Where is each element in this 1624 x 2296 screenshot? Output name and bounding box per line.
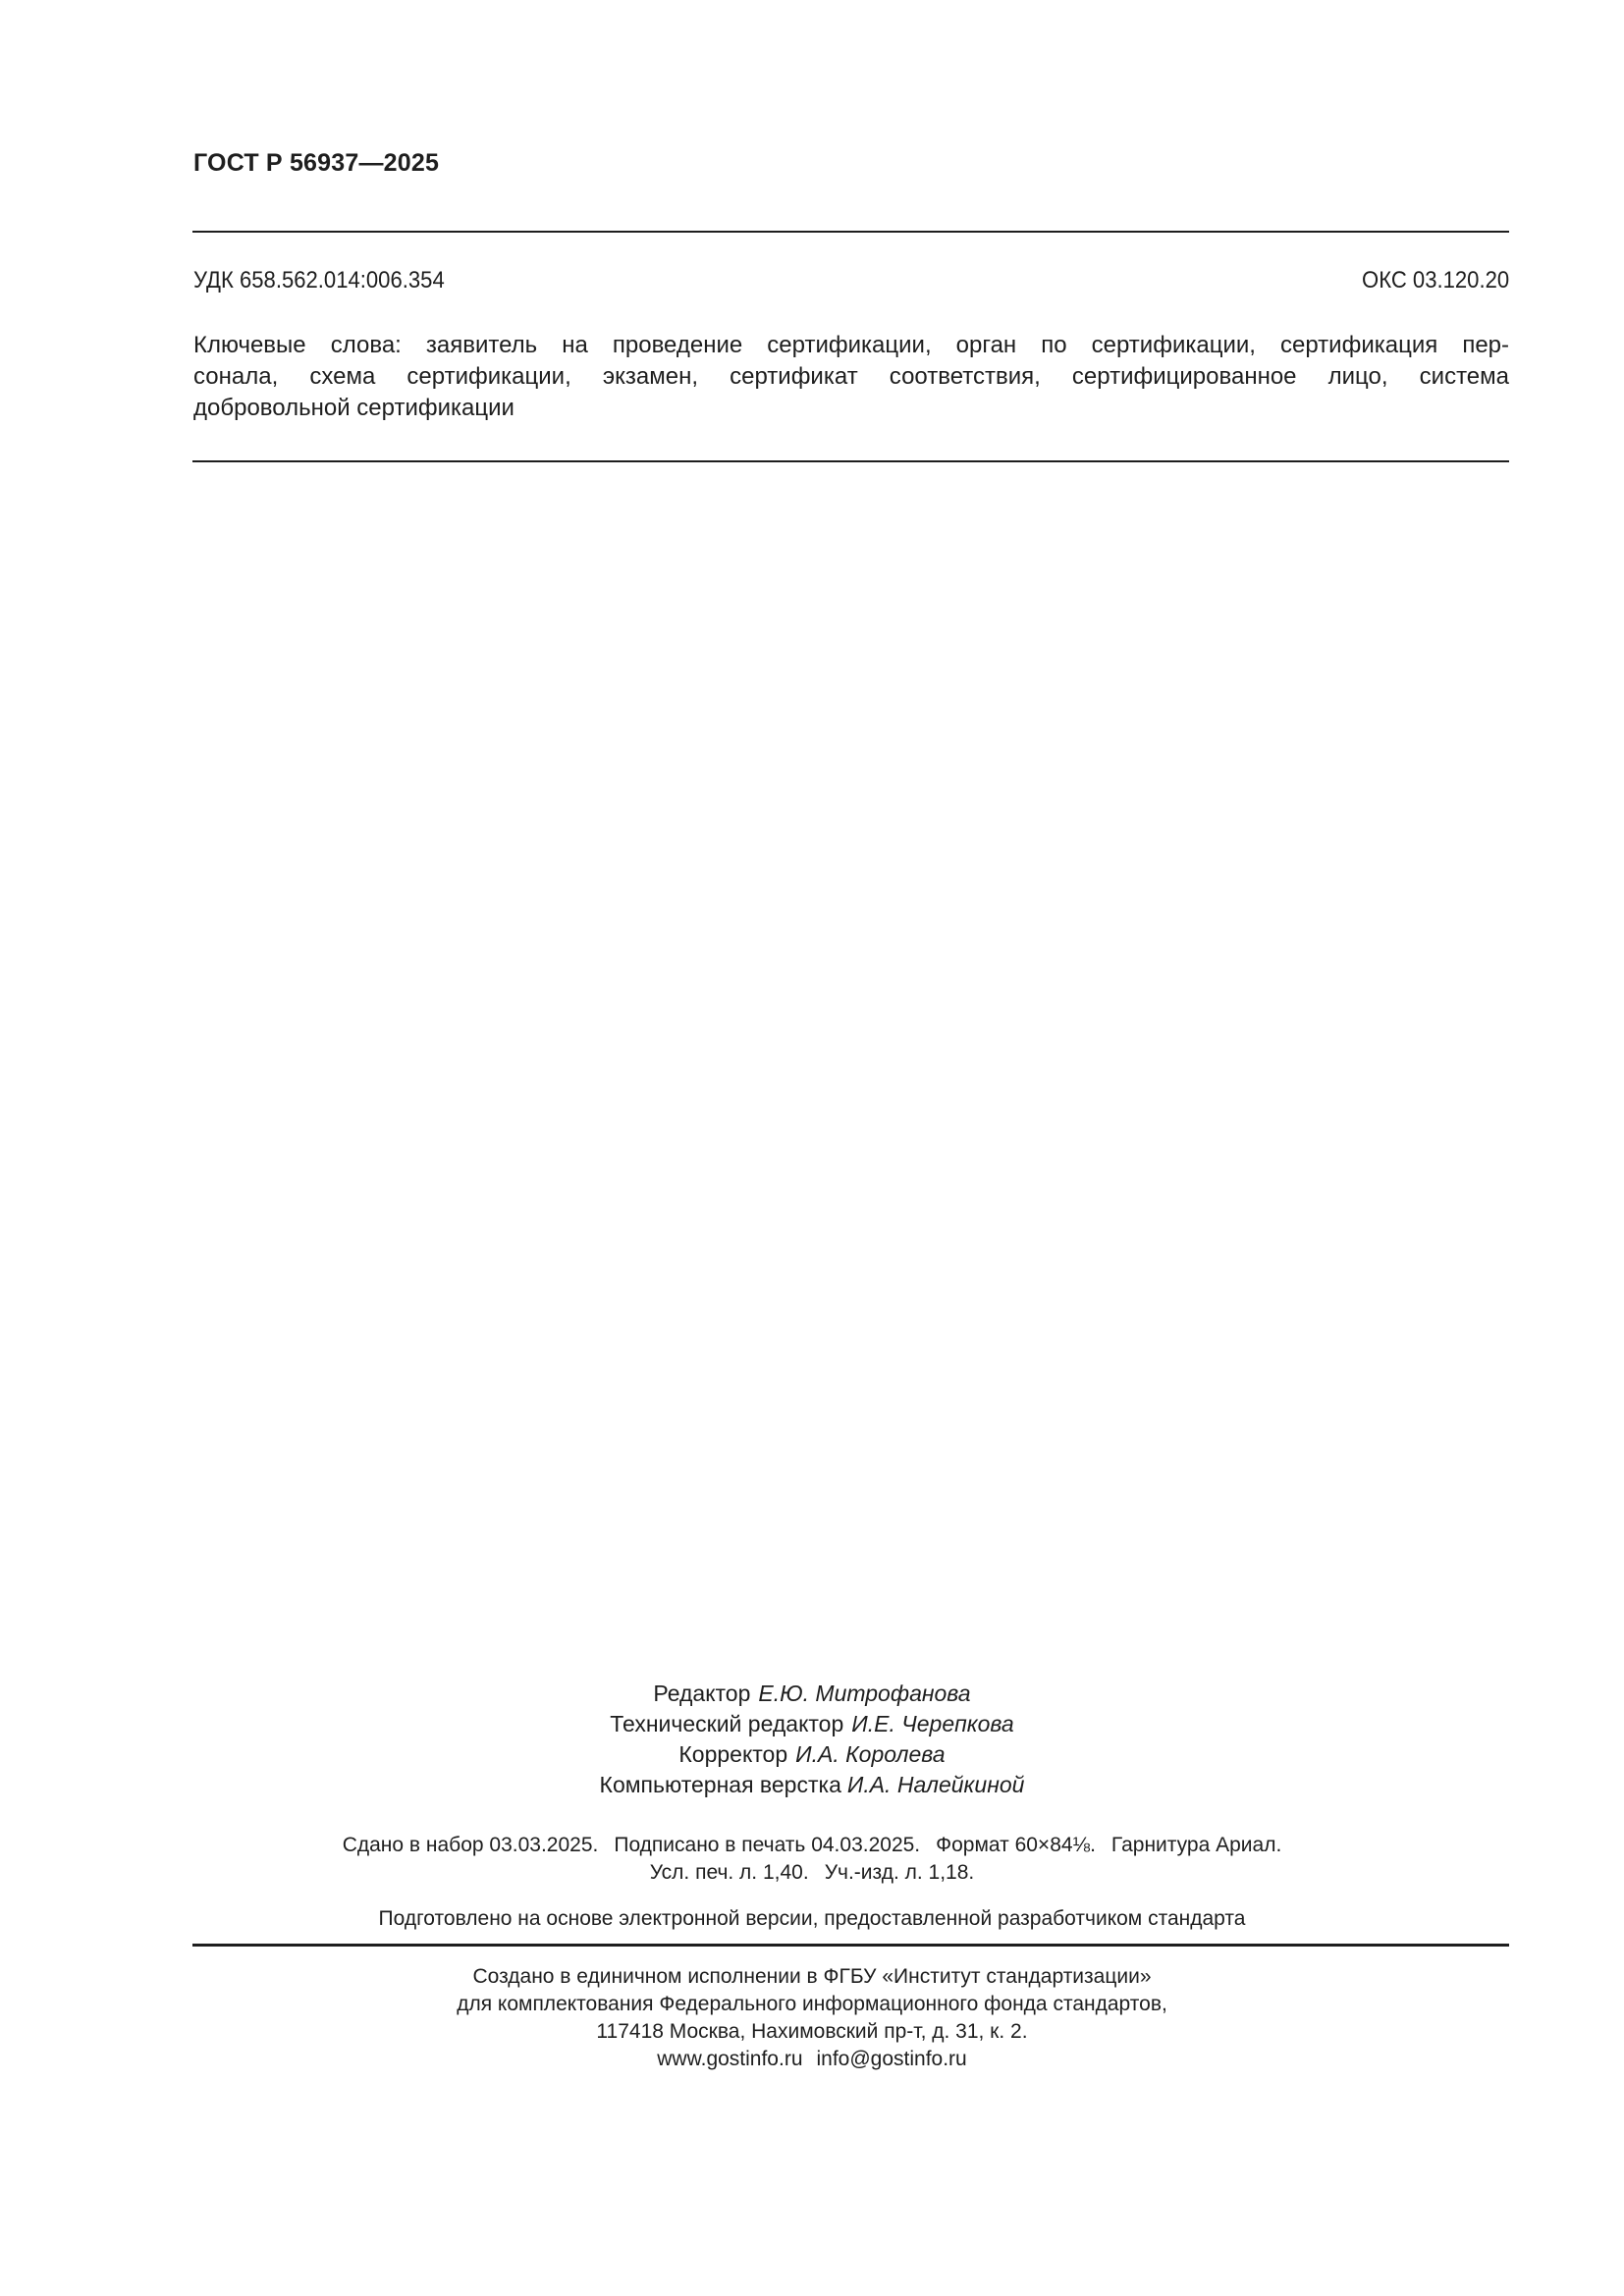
publisher-block [0, 1963, 1624, 2073]
printed-sheets: Усл. печ. л. 1,40. [649, 1861, 809, 1884]
credit-person: И.Е. Черепкова [851, 1711, 1014, 1736]
prepared-note: Подготовлено на основе электронной версии, предоставленной разработчиком стандарта [378, 1907, 1246, 1930]
credit-technical-editor [0, 1709, 1624, 1739]
publisher-address: 117418 Москва, Нахимовский пр-т, д. 31, к. 2. [596, 2020, 1028, 2043]
sent-to-typesetting: Сдано в набор 03.03.2025. [342, 1834, 599, 1856]
udk-code: УДК 658.562.014:006.354 [193, 267, 445, 294]
credit-role: Редактор [653, 1681, 751, 1706]
publisher-line-2: для комплектования Федерального информационного фонда стандартов, [457, 1993, 1167, 2015]
typeface: Гарнитура Ариал. [1110, 1834, 1282, 1856]
publisher-divider [192, 1944, 1509, 1947]
publishing-sheets: Уч.-изд. л. 1,18. [824, 1861, 975, 1884]
credits-block [0, 1679, 1624, 1800]
credit-person: И.А. Налейкиной [846, 1772, 1025, 1797]
email-link[interactable]: info@gostinfo.ru [816, 2048, 967, 2070]
credit-proofreader [0, 1739, 1624, 1770]
document-code: ГОСТ Р 56937—2025 [193, 149, 440, 177]
publisher-contacts [0, 2046, 1624, 2073]
print-info [0, 1832, 1624, 1887]
credit-role: Корректор [678, 1741, 788, 1767]
oks-code: ОКС 03.120.20 [1361, 267, 1509, 294]
top-divider [192, 231, 1509, 233]
credit-role: Компьютерная верстка [599, 1772, 841, 1797]
signed-for-print: Подписано в печать 04.03.2025. [614, 1834, 921, 1856]
credit-person: Е.Ю. Митрофанова [758, 1681, 971, 1706]
credit-role: Технический редактор [610, 1711, 844, 1736]
keywords-paragraph [193, 330, 1509, 424]
website-link[interactable]: www.gostinfo.ru [657, 2048, 803, 2070]
print-info-line-2 [0, 1859, 1624, 1887]
credit-person: И.А. Королева [795, 1741, 946, 1767]
keywords-line: сонала, схема сертификации, экзамен, сертификат соответствия, сертифицированное лицо, система [193, 363, 1509, 390]
keywords-line: Ключевые слова: заявитель на проведение сертификации, орган по сертификации, сертификация пер- [193, 332, 1509, 358]
keywords-line: добровольной сертификации [193, 395, 514, 421]
publisher-line-1: Создано в единичном исполнении в ФГБУ «Институт стандартизации» [472, 1965, 1152, 1988]
print-info-line-1 [0, 1832, 1624, 1859]
credit-layout [0, 1770, 1624, 1800]
credit-editor [0, 1679, 1624, 1709]
format: Формат 60×84⅛. [936, 1834, 1096, 1856]
keywords-divider [192, 460, 1509, 462]
